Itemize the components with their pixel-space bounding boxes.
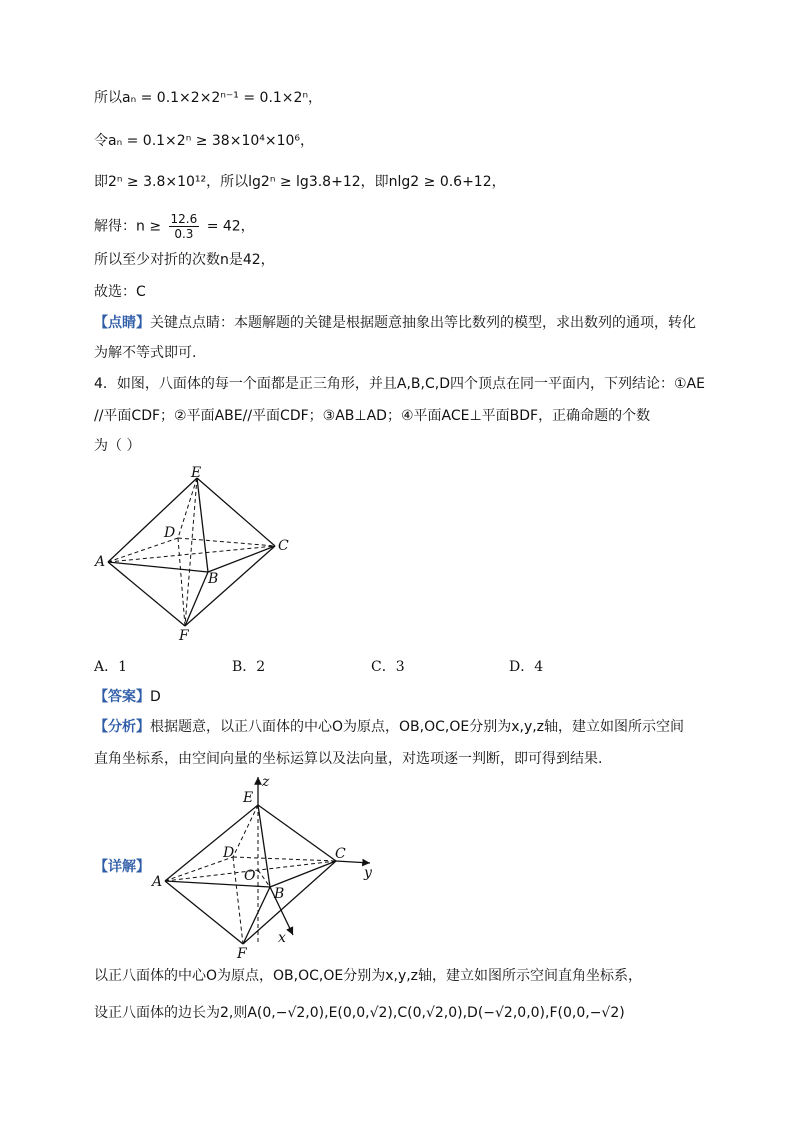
analysis-text-1: 根据题意，以正八面体的中心O为原点，OB,OC,OE分别为x,y,z轴，建立如图所示空间 <box>150 719 685 735</box>
text-line-3: 即2ⁿ ≥ 3.8×10¹²，所以lg2ⁿ ≥ lg3.8+12，即nlg2 ≥ 0.6+12， <box>94 174 506 190</box>
detail-line-1: 以正八面体的中心O为原点，OB,OC,OE分别为x,y,z轴，建立如图所示空间直角坐标系， <box>94 968 643 984</box>
label-C: C <box>335 846 346 862</box>
key-point-tag: 【点睛】 <box>94 315 150 331</box>
label-F: F <box>179 628 189 644</box>
label-B: B <box>274 886 285 902</box>
key-point-text: 关键点点睛：本题解题的关键是根据题意抽象出等比数列的模型，求出数列的通项，转化 <box>150 315 696 331</box>
label-A: A <box>95 554 106 570</box>
question-line-1: 4．如图，八面体的每一个面都是正三角形，并且A,B,C,D四个顶点在同一平面内，下列结论：①AE <box>94 376 705 392</box>
text-line-1: 所以aₙ = 0.1×2×2ⁿ⁻¹ = 0.1×2ⁿ， <box>94 90 323 106</box>
label-F: F <box>237 946 247 962</box>
text-line-6: 故选：C <box>94 284 146 300</box>
text-line-8: 为解不等式即可. <box>94 345 197 361</box>
option-c: C．3 <box>371 659 405 675</box>
axis-label-z: z <box>262 774 270 790</box>
axis-label-y: y <box>364 865 372 881</box>
fraction-denominator: 0.3 <box>174 227 194 241</box>
option-a: A．1 <box>94 659 128 675</box>
text-line-2: 令aₙ = 0.1×2ⁿ ≥ 38×10⁴×10⁶， <box>94 133 315 149</box>
axis-label-x: x <box>278 930 286 946</box>
question-line-2: //平面CDF；②平面ABE//平面CDF；③AB⊥AD；④平面ACE⊥平面BDF，正确命题的个数 <box>94 408 651 424</box>
detail-line-2: 设正八面体的边长为2,则A(0,−√2,0),E(0,0,√2),C(0,√2,0),D(−√2,0,0),F(0,0,−√2) <box>94 1005 625 1021</box>
option-d: D．4 <box>509 659 544 675</box>
solve-suffix: = 42， <box>206 218 255 235</box>
label-E: E <box>191 465 202 481</box>
text-line-4 <box>94 212 255 241</box>
label-O: O <box>244 868 256 884</box>
answer-tag: 【答案】 <box>94 689 150 705</box>
detail-tag-line <box>94 857 150 877</box>
option-b: B．2 <box>232 659 266 675</box>
label-E: E <box>243 790 254 806</box>
detail-tag: 【详解】 <box>94 859 150 875</box>
fraction <box>169 212 200 241</box>
label-C: C <box>278 538 289 554</box>
solve-prefix: 解得：n ≥ <box>94 218 162 235</box>
answer-value: D <box>150 689 161 705</box>
analysis-line-2: 直角坐标系，由空间向量的坐标运算以及法向量，对选项逐一判断，即可得到结果. <box>94 751 603 767</box>
octahedron-figure <box>90 465 320 645</box>
text-line-5: 所以至少对折的次数n是42， <box>94 252 275 268</box>
text-line-7 <box>94 313 696 333</box>
question-line-3: 为（ ） <box>94 438 141 454</box>
label-D: D <box>164 525 176 541</box>
analysis-line-1 <box>94 717 684 737</box>
analysis-tag: 【分析】 <box>94 719 150 735</box>
label-B: B <box>208 571 219 587</box>
label-A: A <box>152 874 163 890</box>
answer-line <box>94 687 161 707</box>
label-D: D <box>223 845 235 861</box>
octahedron-axes-figure <box>145 772 385 962</box>
fraction-numerator: 12.6 <box>170 212 198 226</box>
